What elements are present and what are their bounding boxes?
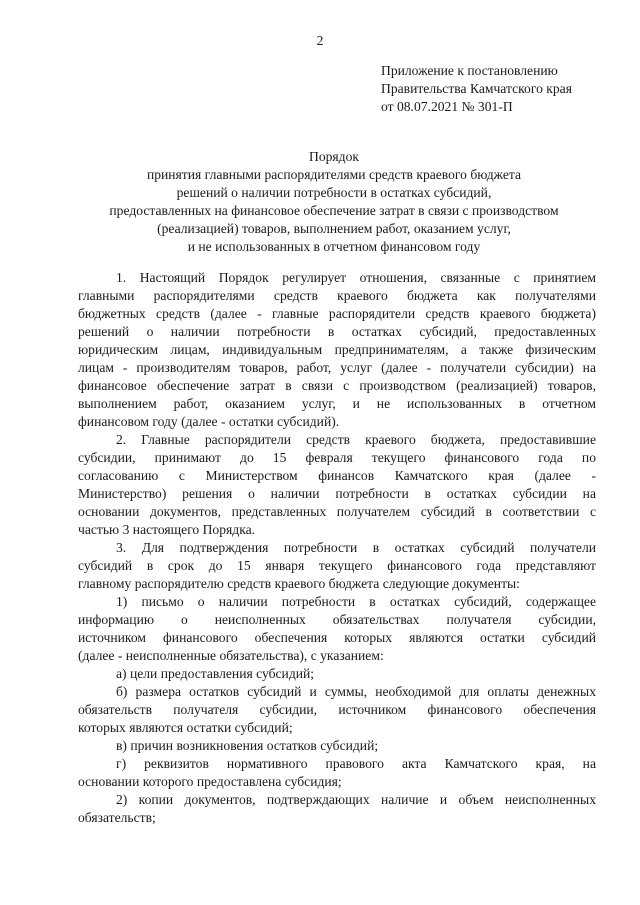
paragraph-line: 2) копии документов, подтверждающих наличие и объем неисполненных xyxy=(116,792,596,807)
paragraph xyxy=(78,737,596,755)
appendix-header xyxy=(381,62,631,116)
paragraph-line: бюджетных средств (далее - главные распорядители средств краевого бюджета) xyxy=(78,306,596,321)
paragraph-line: (далее - неисполненные обязательства), с указанием: xyxy=(78,648,384,663)
title-line: принятия главными распорядителями средств краевого бюджета xyxy=(146,167,522,182)
paragraph-line: согласованию с Министерством финансов Камчатского края (далее - xyxy=(78,468,596,483)
paragraph-line: выполнением работ, оказанием услуг, и не использованных в отчетном xyxy=(78,396,596,411)
paragraph xyxy=(78,665,596,683)
paragraph-line: основании документов, представленных получателем субсидий в соответствии с xyxy=(78,504,596,519)
page-number: 2 xyxy=(316,33,324,48)
paragraph-line: финансовое обеспечение затрат в связи с производством (реализацией) товаров, xyxy=(78,378,596,393)
paragraph-line: источником финансового обеспечения которых являются остатки субсидий xyxy=(78,630,596,645)
paragraph-line: г) реквизитов нормативного правового акта Камчатского края, на xyxy=(116,756,596,771)
paragraph-line: 1) письмо о наличии потребности в остатках субсидий, содержащее xyxy=(116,594,596,609)
title-line: предоставленных на финансовое обеспечение затрат в связи с производством xyxy=(109,203,559,218)
paragraph-line: лицам - производителям товаров, работ, услуг (далее - получатели субсидии) на xyxy=(78,360,596,375)
paragraph xyxy=(78,791,596,827)
paragraph-line: юридическим лицам, индивидуальным предпринимателям, а также физическим xyxy=(78,342,596,357)
paragraph-line: основании которого предоставлена субсидия; xyxy=(78,774,342,789)
title-line: Порядок xyxy=(309,149,359,164)
title-line: решений о наличии потребности в остатках субсидий, xyxy=(176,185,492,200)
document-title xyxy=(60,148,608,256)
paragraph-line: в) причин возникновения остатков субсидий; xyxy=(116,738,379,753)
paragraph-line: субсидий в срок до 15 января текущего финансового года представляют xyxy=(78,558,596,573)
paragraph-line: а) цели предоставления субсидий; xyxy=(116,666,315,681)
paragraph-line: обязательств получателя субсидии, источником финансового обеспечения xyxy=(78,702,596,717)
paragraph-line: частью 3 настоящего Порядка. xyxy=(78,522,256,537)
paragraph-line: 3. Для подтверждения потребности в остатках субсидий получатели xyxy=(116,540,596,555)
paragraph-line: финансовом году (далее - остатки субсидий). xyxy=(78,414,340,429)
paragraph-line: Министерство) решения о наличии потребности в остатках субсидии на xyxy=(78,486,596,501)
appendix-line: Правительства Камчатского края xyxy=(381,81,572,96)
paragraph xyxy=(78,755,596,791)
paragraph xyxy=(78,683,596,737)
paragraph-line: 2. Главные распорядители средств краевого бюджета, предоставившие xyxy=(116,432,596,447)
paragraph-line: б) размера остатков субсидий и суммы, необходимой для оплаты денежных xyxy=(116,684,596,699)
paragraph-line: которых являются остатки субсидий; xyxy=(78,720,293,735)
paragraph-line: главными распорядителями средств краевого бюджета как получателями xyxy=(78,288,596,303)
paragraph xyxy=(78,593,596,665)
paragraph xyxy=(78,539,596,593)
paragraph-line: главному распорядителю средств краевого бюджета следующие документы: xyxy=(78,576,520,591)
paragraph-line: субсидии, принимают до 15 февраля текущего финансового года по xyxy=(78,450,596,465)
appendix-line: от 08.07.2021 № 301-П xyxy=(381,99,513,114)
title-line: (реализацией) товаров, выполнением работ, оказанием услуг, xyxy=(157,221,511,236)
paragraph-line: решений о наличии потребности в остатках субсидий, предоставленных xyxy=(78,324,596,339)
paragraph xyxy=(78,431,596,539)
appendix-line: Приложение к постановлению xyxy=(381,63,558,78)
paragraph-line: 1. Настоящий Порядок регулирует отношения, связанные с принятием xyxy=(116,270,596,285)
document-body xyxy=(78,269,596,827)
title-line: и не использованных в отчетном финансовом году xyxy=(187,239,481,254)
paragraph-line: обязательств; xyxy=(78,810,156,825)
paragraph-line: информацию о неисполненных обязательствах получателя субсидии, xyxy=(78,612,596,627)
paragraph xyxy=(78,269,596,431)
